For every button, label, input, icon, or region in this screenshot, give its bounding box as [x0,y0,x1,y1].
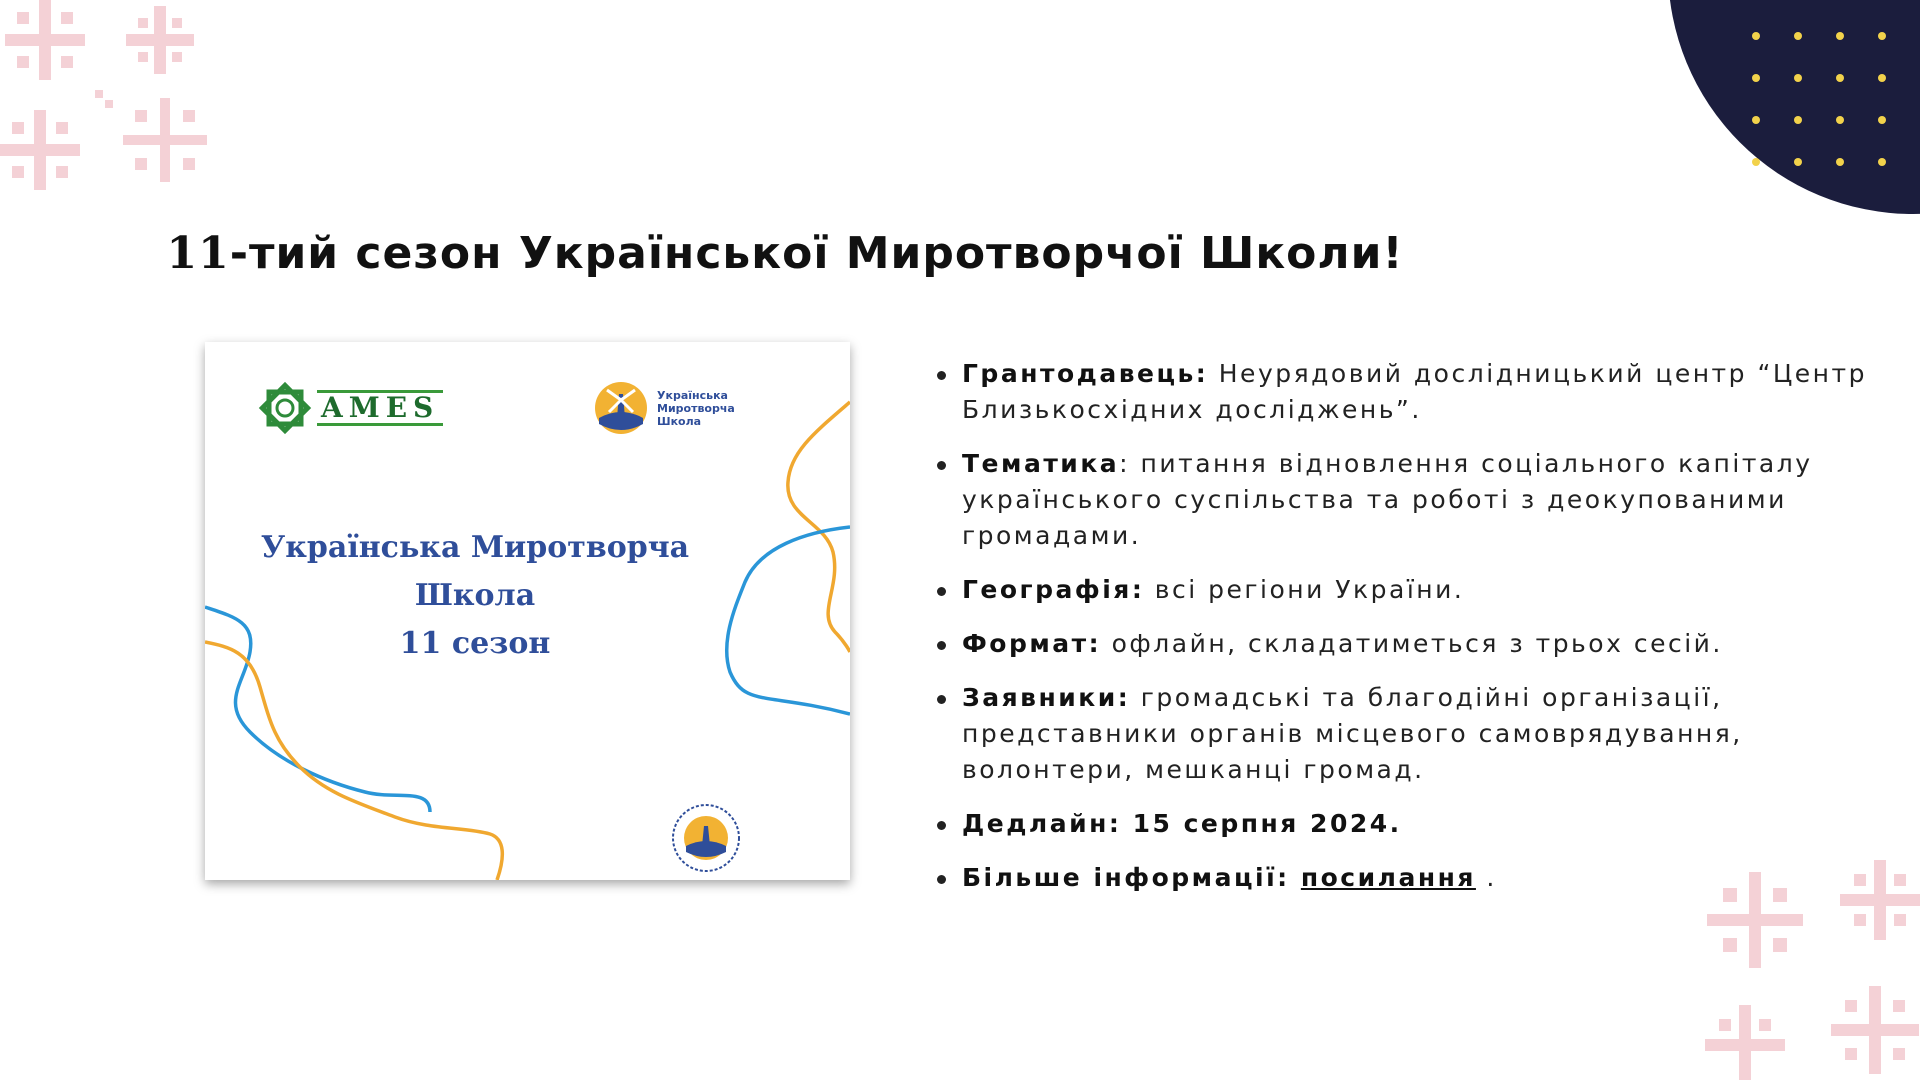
info-item-more: Більше інформації: посилання . [935,860,1885,896]
windmill-emblem-icon [593,380,649,436]
ames-logo-text: AMES [317,390,443,426]
card-heading: Українська Миротворча Школа 11 сезон [260,530,690,661]
ups-logo-text: Українська Миротворча Школа [657,388,735,428]
corner-dot-grid [1752,32,1920,172]
program-poster-image [205,342,850,880]
info-item-grantor: Грантодавець: Неурядовий дослідницький центр “Центр Близькосхідних досліджень”. [935,356,1885,428]
title-text: -тий сезон Української Миротворчої Школи! [229,228,1404,279]
info-item-deadline: Дедлайн: 15 серпня 2024. [935,806,1885,842]
info-list [935,356,1885,914]
school-seal-icon [670,802,742,874]
info-item-format: Формат: офлайн, складатиметься з трьох сесій. [935,626,1885,662]
more-info-link[interactable]: посилання [1300,863,1476,892]
info-item-topic: Тематика: питання відновлення соціального капіталу українського суспільства та роботі з деокупованими громадами. [935,446,1885,554]
ames-emblem-icon [257,380,313,436]
ames-logo [257,380,443,436]
title-number: 11 [166,228,230,279]
embroidery-ornament-top-left [0,0,250,230]
info-item-applicants: Заявники: громадські та благодійні організації, представники органів місцевого самоврядування, волонтери, мешканці громад. [935,680,1885,788]
ups-logo [593,380,747,436]
info-item-geography: Географія: всі регіони України. [935,572,1885,608]
slide-title [0,228,1570,279]
